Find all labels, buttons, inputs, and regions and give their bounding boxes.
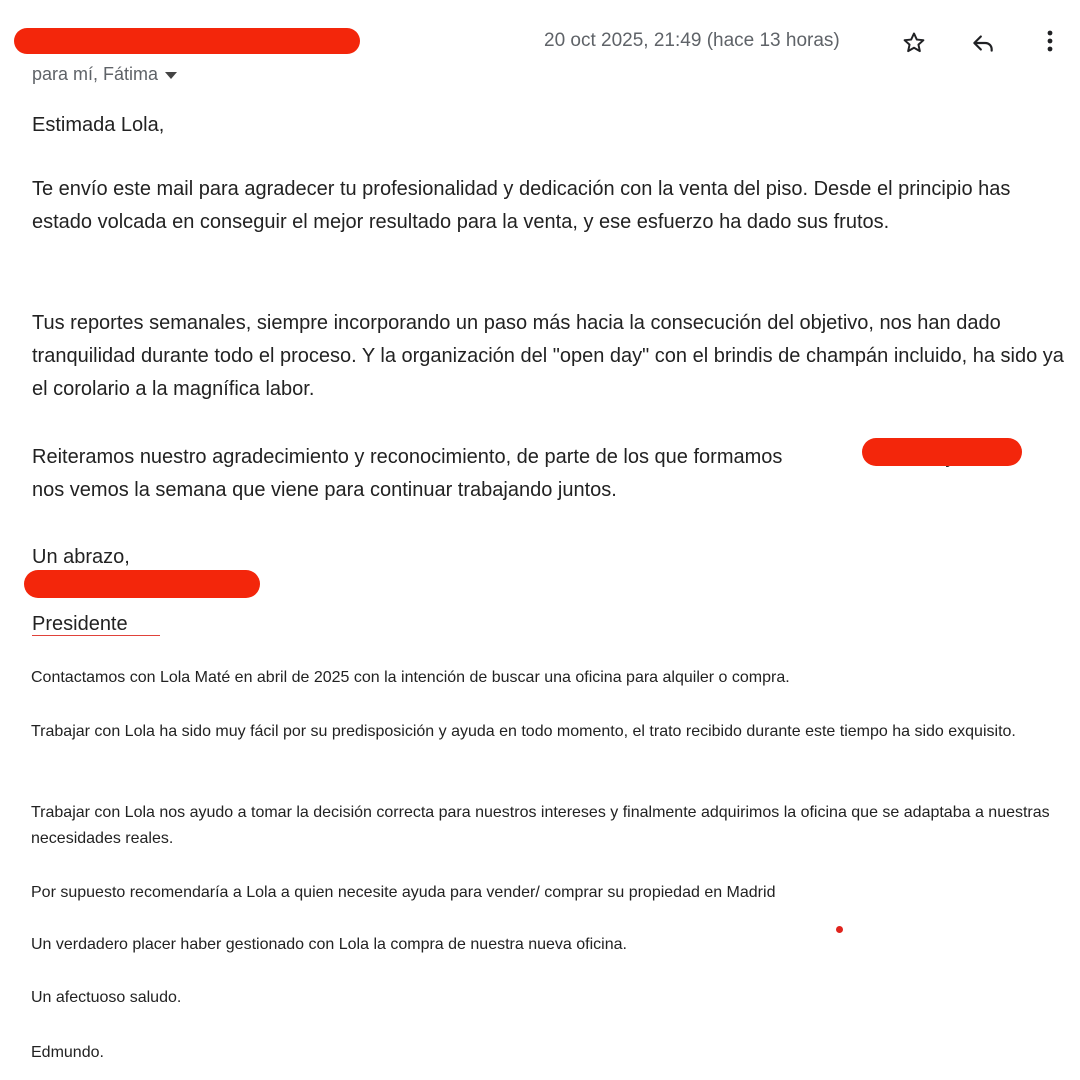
chevron-down-icon: [164, 70, 178, 80]
reply-icon: [970, 30, 996, 56]
star-button[interactable]: [894, 23, 934, 63]
star-icon: [901, 30, 927, 56]
organization-redaction: [862, 438, 1022, 466]
testimonial-line-2: Trabajar con Lola ha sido muy fácil por su predisposición y ayuda en todo momento, el trato recibido durante este tiempo ha sido exquisito.: [31, 723, 1016, 740]
more-options-button[interactable]: [1030, 21, 1070, 61]
email-greeting: Estimada Lola,: [32, 114, 165, 136]
testimonial-line-5: Un verdadero placer haber gestionado con Lola la compra de nuestra nueva oficina.: [31, 936, 627, 953]
email-paragraph-2: Tus reportes semanales, siempre incorporando un paso más hacia la consecución del objetivo, nos han dado tranquilidad durante todo el proceso. Y la organización del "open day" con el brindis de champán incluido, ha sido ya el corolario a la magnífica labor.: [32, 312, 1064, 400]
email-closing: Un abrazo,: [32, 546, 130, 568]
more-vert-icon: [1038, 27, 1062, 55]
signer-title: Presidente: [32, 613, 128, 635]
testimonial-line-4: Por supuesto recomendaría a Lola a quien necesite ayuda para vender/ comprar su propiedad en Madrid: [31, 884, 776, 901]
email-date: 20 oct 2025, 21:49 (hace 13 horas): [544, 30, 840, 51]
recipients-toggle[interactable]: [32, 64, 178, 85]
email-paragraph-3-line-2: nos vemos la semana que viene para continuar trabajando juntos.: [32, 479, 617, 501]
reply-button[interactable]: [963, 23, 1003, 63]
testimonial-signature: Edmundo.: [31, 1044, 104, 1061]
paragraph-3-start: Reiteramos nuestro agradecimiento y reconocimiento, de parte de los que formamos: [32, 446, 783, 468]
email-paragraph-1: Te envío este mail para agradecer tu profesionalidad y dedicación con la venta del piso. Desde el principio has estado volcada en conseguir el mejor resultado para la venta, y ese esfuerzo ha dado sus frutos.: [32, 178, 1011, 233]
recipients-label: para mí, Fátima: [32, 64, 159, 84]
testimonial-line-3: Trabajar con Lola nos ayudo a tomar la decisión correcta para nuestros intereses y finalmente adquirimos la oficina que se adaptaba a nuestras necesidades reales.: [31, 804, 1050, 847]
signer-name-redaction: [24, 570, 260, 598]
testimonial-line-1: Contactamos con Lola Maté en abril de 2025 con la intención de buscar una oficina para alquiler o compra.: [31, 669, 790, 686]
sender-name-redaction: [14, 28, 360, 54]
testimonial-line-6: Un afectuoso saludo.: [31, 989, 182, 1006]
signature-divider: [32, 635, 160, 636]
stray-mark: [836, 926, 843, 933]
